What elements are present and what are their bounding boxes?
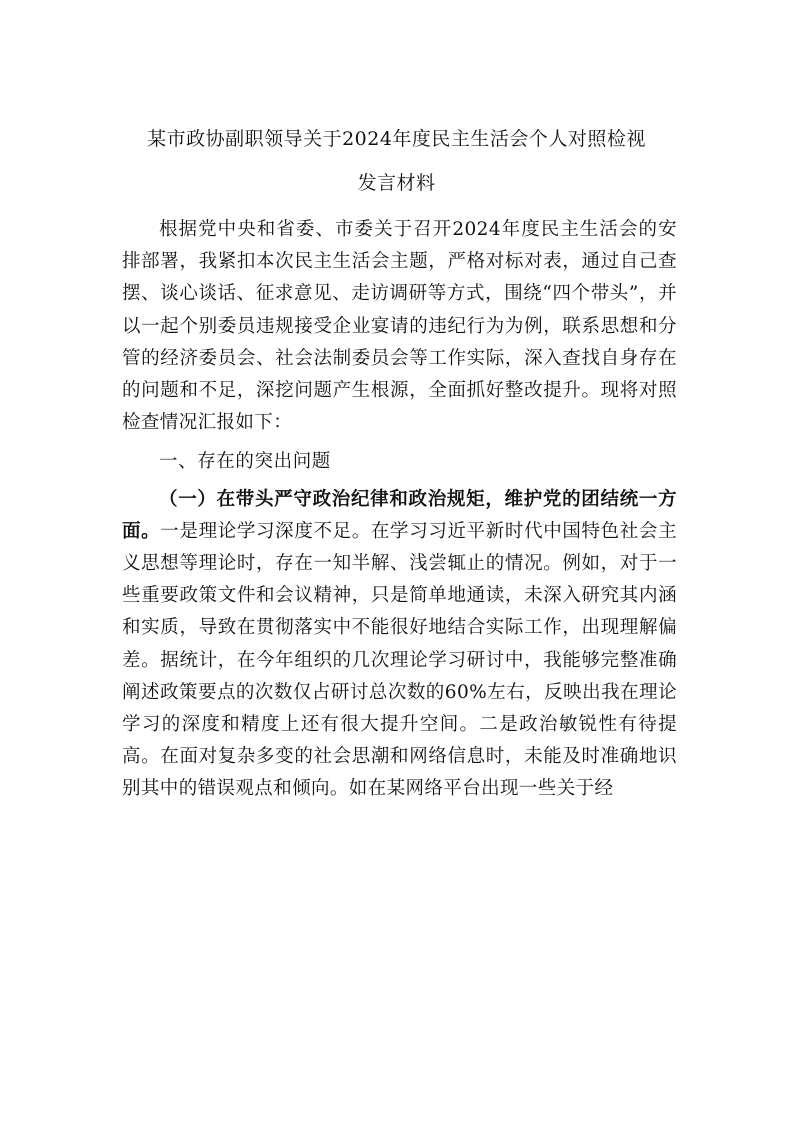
subsection-text: 一是理论学习深度不足。在学习习近平新时代中国特色社会主义思想等理论时，存在一知半解、浅尝辄止的情况。例如，对于一些重要政策文件和会议精神，只是简单地通读，未深入研究其内涵和实质，导致在贯彻落实中不能很好地结合实际工作，出现理解偏差。据统计，在今年组织的几次理论学习研讨中，我能够完整准确阐述政策要点的次数仅占研讨总次数的60%左右，反映出我在理论学习的深度和精度上还有很大提升空间。二是政治敏锐性有待提高。在面对复杂多变的社会思潮和网络信息时，未能及时准确地识别其中的错误观点和倾向。如在某网络平台出现一些关于经 [122,520,677,800]
document-body [122,214,677,806]
section-heading: 一、存在的突出问题 [159,451,331,473]
document-title-line-1: 某市政协副职领导关于2024年度民主生活会个人对照检视 [147,128,646,150]
intro-paragraph: 根据党中央和省委、市委关于召开2024年度民主生活会的安排部署，我紧扣本次民主生活会主题，严格对标对表，通过自己查摆、谈心谈话、征求意见、走访调研等方式，围绕“四个带头”，并以一起个别委员违规接受企业宴请的违纪行为为例，联系思想和分管的经济委员会、社会法制委员会等工作实际，深入查找自身存在的问题和不足，深挖问题产生根源，全面抓好整改提升。现将对照检查情况汇报如下： [122,219,677,434]
subsection-paragraph [122,484,677,806]
document-title-line-2: 发言材料 [357,172,436,194]
subsection-heading: （一）在带头严守政治纪律和政治规矩，维护党的团结统一方面。 [122,488,677,542]
